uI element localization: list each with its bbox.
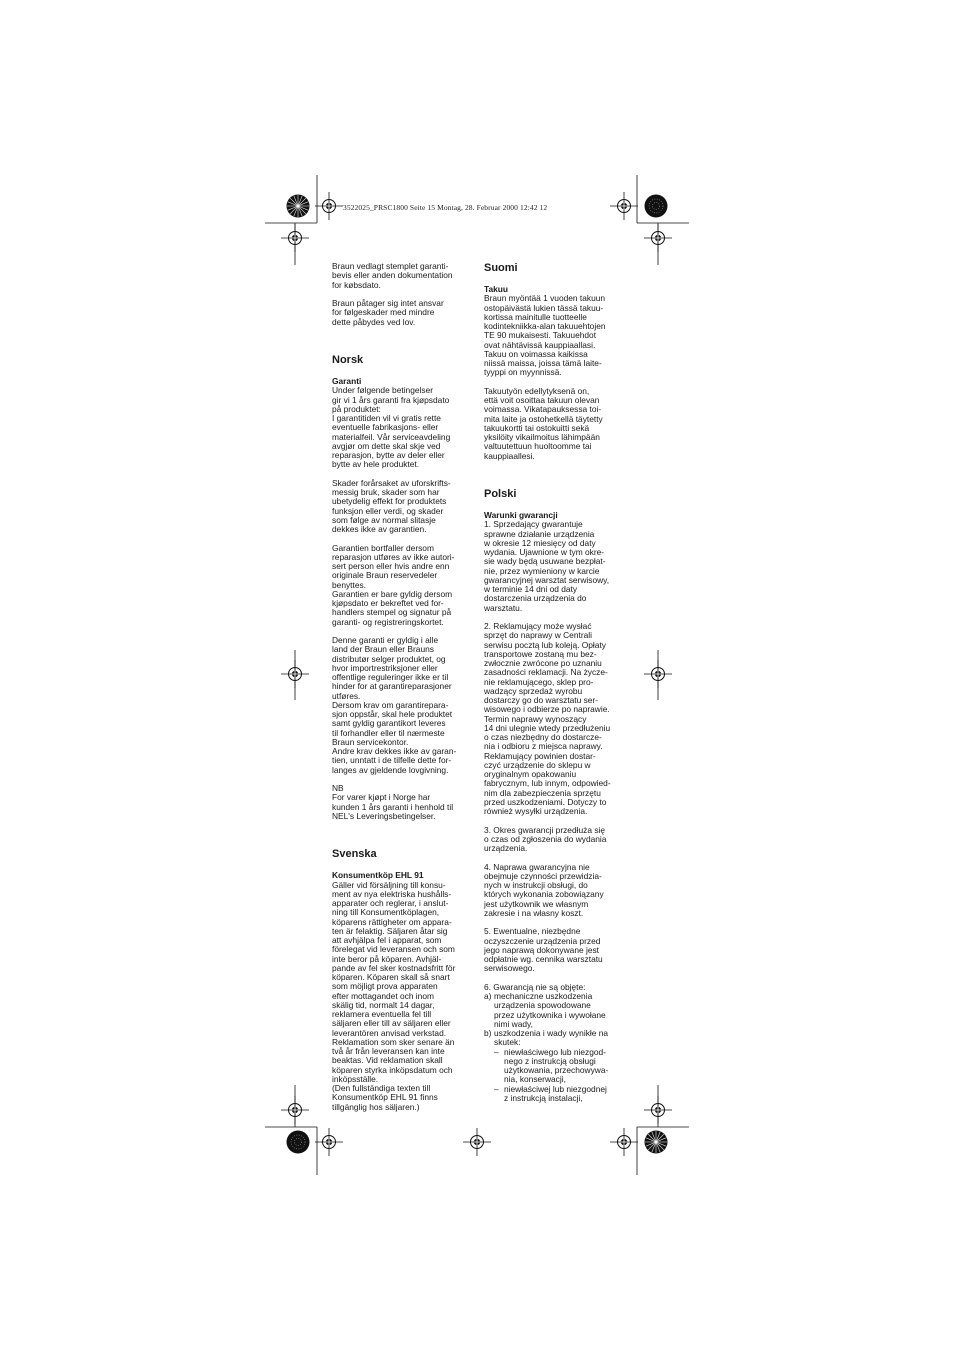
polski-paragraph: 3. Okres gwarancji przedłuża się o czas od zgłoszenia do wydania urządzenia. bbox=[484, 824, 607, 853]
norsk-paragraph: Garantien bortfaller dersom reparasjon utføres av ikke autori- sert person eller hvis andre enn originale Braun reservedeler benyttes. Garantien er bare gyldig dersom kjøpsdato er bekreftet ved for- handlers stempel og signatur på garanti- og registreringskortet. bbox=[332, 542, 455, 627]
suomi-paragraph: Braun myöntää 1 vuoden takuun ostopäivästä lukien tässä takuu- kortissa mainitulle tuotteelle kodintekniikka-alan takuuehtojen TE 90 mukaisesti. Takuuehdot ovat nähtävissä kauppiaallasi. Takuu on voimassa kaikissa niissä maissa, joissa tämä laite- tyyppi on myynnissä. bbox=[484, 293, 606, 378]
subheading-norsk: Garanti bbox=[332, 376, 362, 386]
list-item bbox=[484, 1048, 626, 1085]
polski-paragraph: 1. Sprzedający gwarantuje sprawne działanie urządzenia w okresie 12 miesięcy od daty wydania. Ujawnione w tym okre- sie wady będą usuwane bezpłat- nie, przez wymieniony w karcie gwarancyjnej warsztat serwisowy, w terminie 14 dni od daty dostarczenia urządzenia do warsztatu. bbox=[484, 519, 610, 613]
intro-paragraph: Braun vedlagt stemplet garanti- bevis eller anden dokumentation for købsdato. bbox=[332, 261, 453, 290]
subheading-svenska: Konsumentköp EHL 91 bbox=[332, 870, 424, 881]
section-heading-norsk: Norsk bbox=[332, 354, 364, 366]
list-item-text: niewłaściwego lub niezgod- nego z instrukcją obsługi użytkowania, przechowywa- nia, konserwacji, bbox=[504, 1046, 609, 1085]
list-item-label: a) bbox=[484, 991, 492, 1001]
list-item bbox=[484, 992, 626, 1029]
list-item-text: uszkodzenia i wady wynikłe na skutek: bbox=[494, 1028, 609, 1048]
point6-list bbox=[484, 992, 626, 1048]
list-item-label: – bbox=[494, 1083, 499, 1094]
norsk-paragraph: NB For varer kjøpt i Norge har kunden 1 års garanti i henhold til NEL's Leveringsbetingelser. bbox=[332, 783, 454, 821]
point6-sub-list bbox=[484, 1048, 626, 1104]
section-heading-svenska: Svenska bbox=[332, 848, 377, 861]
intro-paragraph: Braun påtager sig intet ansvar for følgeskader med mindre dette påbydes ved lov. bbox=[332, 298, 444, 327]
left-column bbox=[332, 262, 474, 1121]
section-heading-polski: Polski bbox=[484, 488, 517, 500]
list-item bbox=[484, 1029, 626, 1048]
slug-line: 3522025_PRSC1800 Seite 15 Montag, 28. Februar 2000 12:42 12 bbox=[343, 203, 548, 212]
list-item bbox=[484, 1085, 626, 1104]
norsk-paragraph: Denne garanti er gyldig i alle land der Braun eller Brauns distributør selger produktet, og hvor importrestriksjoner eller offentlige reguleringer ikke er til hinder for at garantireparasjoner utføres. Dersom krav om garantirepara- sjon oppstår, skal hele produktet samt gyldig garantikort leveres til forhandler eller til nærmeste Braun servicekontor. Andre krav dekkes ikke av garan- tien, unntatt i de tilfelle dette for- langes av gjeldende lovgivning. bbox=[332, 635, 457, 775]
list-item-text: niewłaściwej lub niezgodnej z instrukcją instalacji, bbox=[504, 1083, 607, 1103]
polski-paragraph: 2. Reklamujący może wysłać sprzęt do naprawy w Centrali serwisu pocztą lub koleją. Opłaty transportowe zostaną mu bez- zwłocznie zwrócone po uznaniu zasadności reklamacji. Na życze- nie reklamującego, sklep pro- wadzący sprzedaż wyrobu dostarczy go do warsztatu ser- wisowego i odbierze po naprawie. Termin naprawy wynoszący 14 dni ulegnie wtedy przedłużeniu o czas niezbędny do dostarcze- nia i odbioru z miejsca naprawy. Reklamujący powinien dostar- czyć urządzenie do sklepu w oryginalnym opakowaniu fabrycznym, lub innym, odpowied- nim dla zabezpieczenia sprzętu przed uszkodzeniami. Dotyczy to również wysyłki urządzenia. bbox=[484, 621, 611, 816]
suomi-paragraph: Takuutyön edellytyksenä on, että voit osoittaa takuun olevan voimassa. Vikatapauksessa toi- mita laite ja ostohetkellä täytetty takuukortti tai ostokuitti sekä yksilöity vikailmoitus lähimpään valtuutettuun huoltoomme tai kauppiaallesi. bbox=[484, 385, 603, 461]
subheading-polski: Warunki gwarancji bbox=[484, 510, 558, 520]
svenska-paragraph: Gäller vid försäljning till konsu- ment av nya elektriska hushålls- apparater och reglerar, i anslut- ning till Konsumentköplagen, köparens rättigheter om appara- ten är felaktig. Säljaren åtar sig att avhjälpa fel i apparat, som förelegat vid leveransen och som inte beror på köparen. Avhjäl- pande av fel sker kostnadsfritt för köparen. Köparen skall så snart som möjligt prova apparaten efter mottagandet och inom skälig tid, normalt 14 dagar, reklamera eventuella fel till säljaren eller till av säljaren eller leverantören anvisad verkstad. Reklamation som sker senare än två år från leveransen kan inte beaktas. Vid reklamation skall köparen styrka inköpsdatum och inköpsställe. (Den fullständiga texten till Konsumentköp EHL 91 finns tillgänglig hos säljaren.) bbox=[332, 879, 456, 1112]
subheading-suomi: Takuu bbox=[484, 284, 509, 294]
polski-paragraph: 5. Ewentualne, niezbędne oczyszczenie urządzenia przed jego naprawą dokonywane jest odpłatnie wg. cennika warsztatu serwisowego. bbox=[484, 926, 603, 974]
list-item-text: mechaniczne uszkodzenia urządzenia spowodowane przez użytkownika i wywołane nimi wady, bbox=[494, 991, 606, 1029]
norsk-paragraph: Skader forårsaket av uforskrifts- messig bruk, skader som har ubetydelig effekt for produktets funksjon eller verdi, og skader som følge av normal slitasje dekkes ikke av garantien. bbox=[332, 477, 451, 534]
polski-point6-intro: 6. Gwarancją nie są objęte: bbox=[484, 981, 586, 992]
list-item-label: – bbox=[494, 1046, 499, 1057]
section-heading-suomi: Suomi bbox=[484, 262, 518, 274]
polski-paragraph: 4. Naprawa gwarancyjna nie obejmuje czynności przewidzia- nych w instrukcji obsługi, do których wykonania zobowiązany jest użytkownik we własnym zakresie i na własny koszt. bbox=[484, 861, 604, 918]
list-item-label: b) bbox=[484, 1028, 492, 1038]
norsk-paragraph: Under følgende betingelser gir vi 1 års garanti fra kjøpsdato på produktet: I garantitiden vil vi gratis rette eventuelle fabrikasjons- eller materialfeil. Vår serviceavdeling avgjør om dette skal skje ved reparasjon, bytte av deler eller bytte av hele produktet. bbox=[332, 385, 451, 470]
right-column bbox=[484, 262, 626, 1103]
